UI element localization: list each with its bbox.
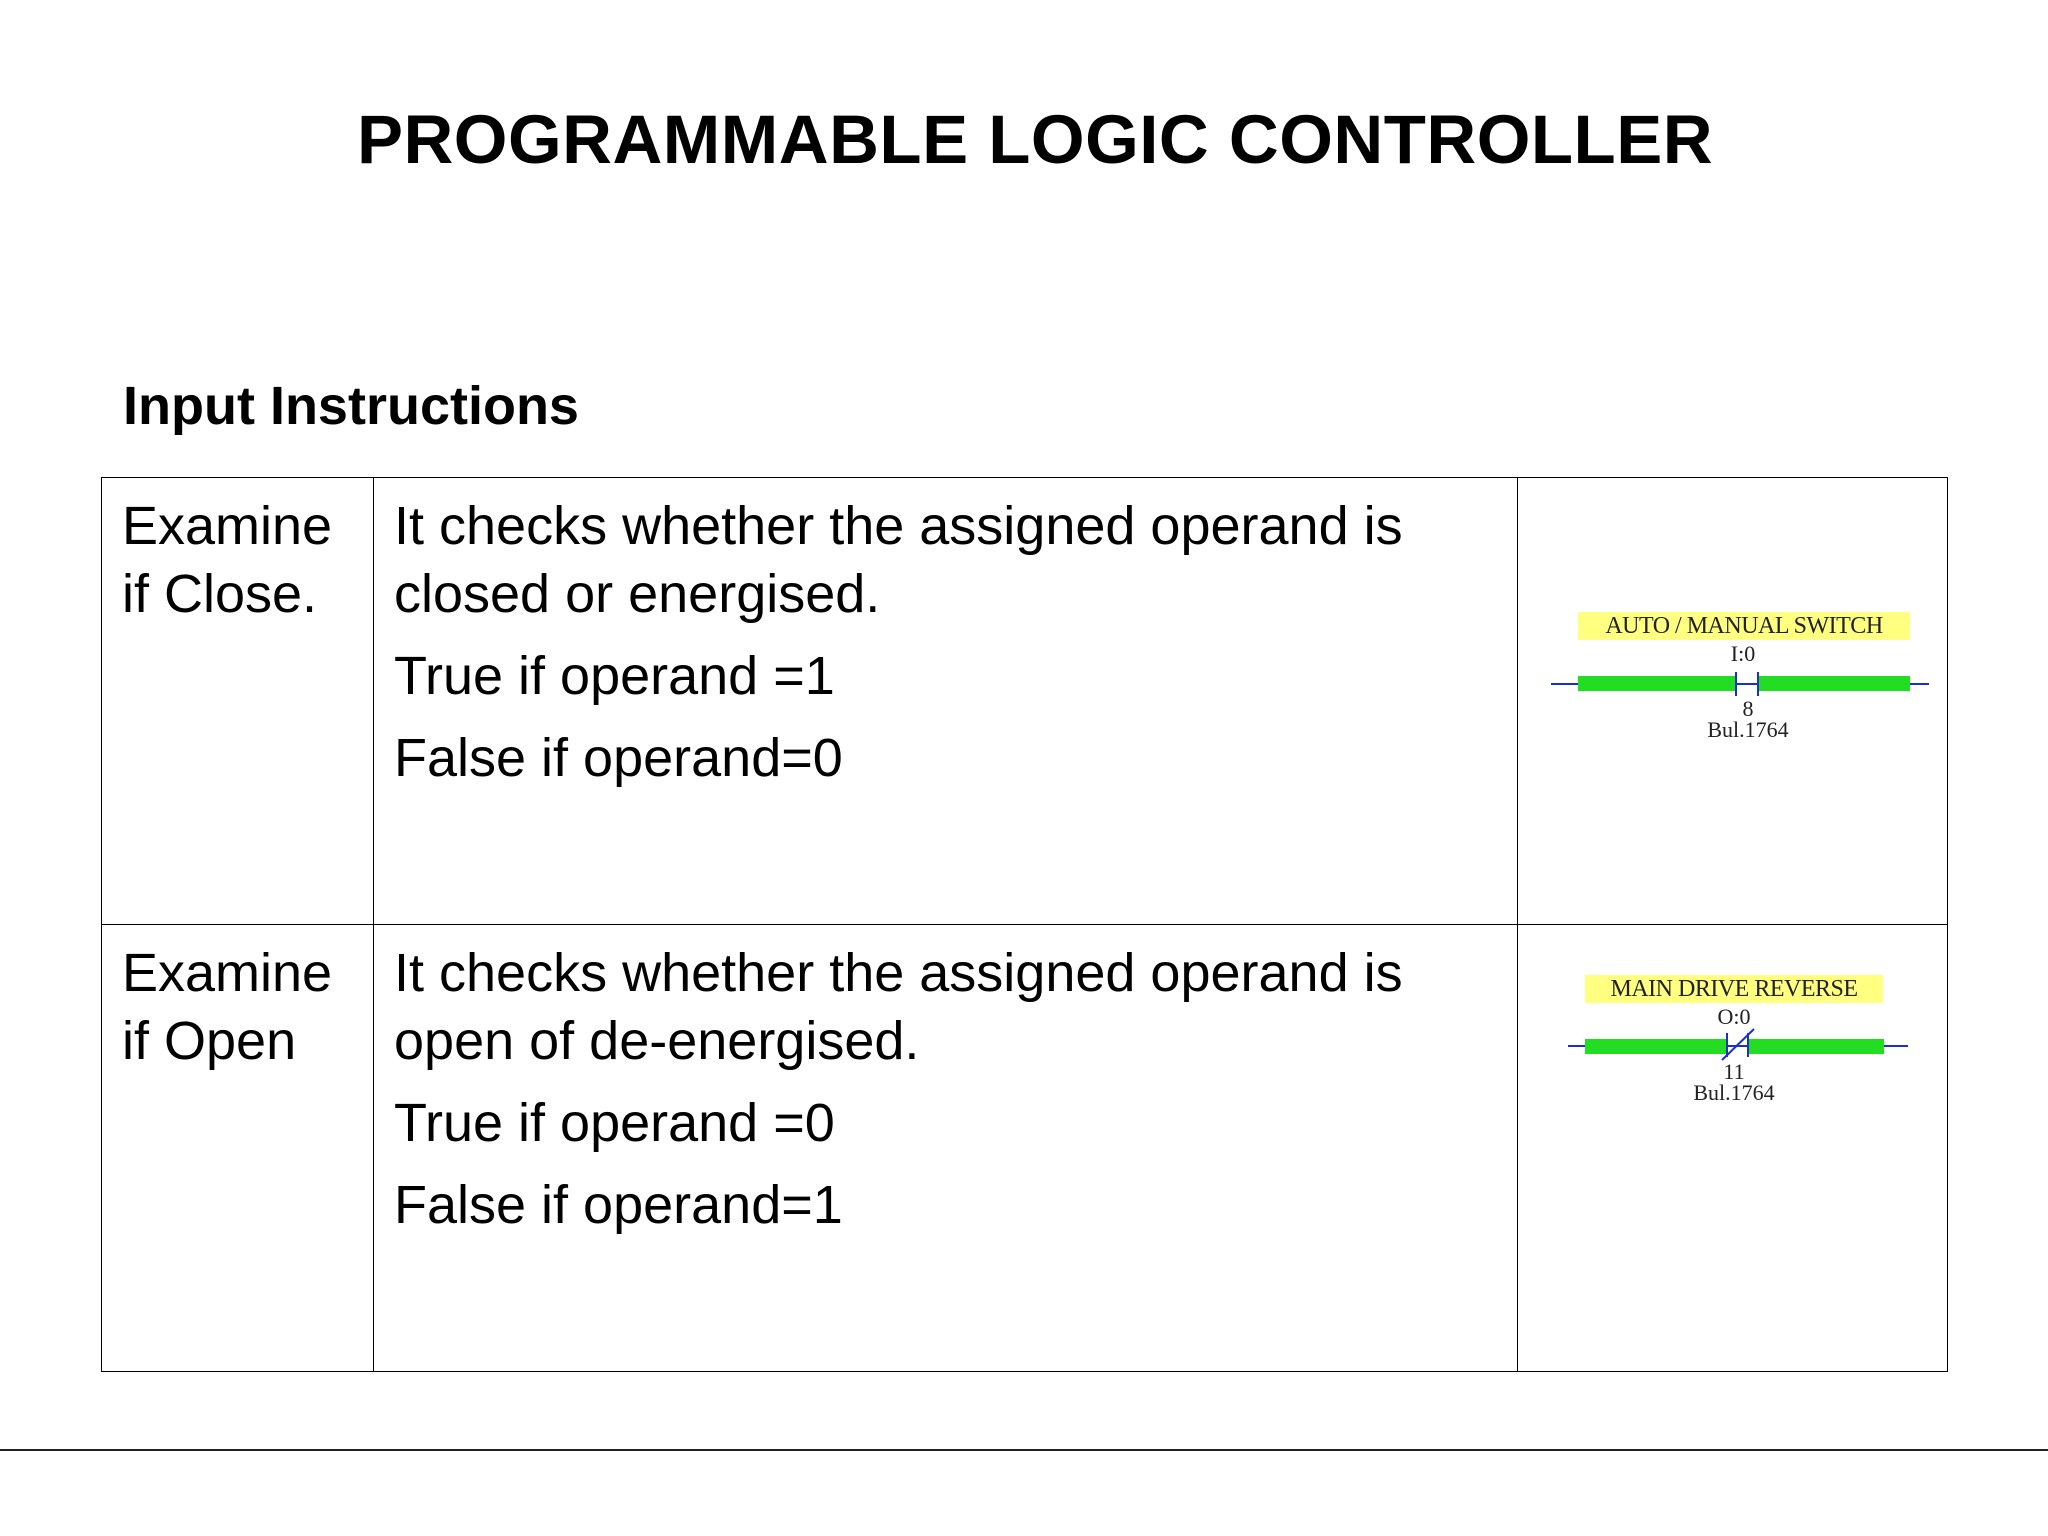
instruction-name-cell — [102, 478, 374, 925]
normally-open-contact-icon — [1518, 478, 1948, 910]
false-condition-text: False if operand=0 — [394, 728, 843, 788]
description-text: open of de-energised. — [394, 1011, 920, 1071]
instruction-description-cell — [374, 925, 1518, 1372]
module-label: Bul.1764 — [1707, 717, 1789, 742]
rung-energized-left — [1578, 676, 1736, 691]
rung-label: MAIN DRIVE REVERSE — [1585, 975, 1883, 1003]
description-text: closed or energised. — [394, 564, 881, 624]
section-heading: Input Instructions — [123, 376, 579, 436]
footer-divider — [0, 1449, 2048, 1451]
instruction-description-cell — [374, 478, 1518, 925]
table-row — [102, 478, 1948, 925]
table-row — [102, 925, 1948, 1372]
ladder-diagram-cell — [1518, 478, 1948, 925]
rung-energized-right — [1758, 676, 1910, 691]
true-condition-text: True if operand =0 — [394, 1093, 835, 1153]
page-title: PROGRAMMABLE LOGIC CONTROLLER — [356, 101, 1714, 178]
operand-bit: 11 — [1723, 1059, 1745, 1084]
operand-address: O:0 — [1717, 1004, 1751, 1029]
rung-energized-left — [1585, 1039, 1727, 1054]
description-text: It checks whether the assigned operand is — [394, 943, 1403, 1003]
instructions-table — [101, 477, 1948, 1372]
normally-closed-contact-icon — [1518, 925, 1948, 1357]
instruction-name-cell — [102, 925, 374, 1372]
instruction-name-line: if Open — [122, 1011, 297, 1071]
operand-address: I:0 — [1730, 641, 1756, 666]
false-condition-text: False if operand=1 — [394, 1175, 843, 1235]
module-label: Bul.1764 — [1693, 1080, 1775, 1105]
ladder-diagram-cell — [1518, 925, 1948, 1372]
operand-bit: 8 — [1742, 696, 1754, 721]
rung-label: AUTO / MANUAL SWITCH — [1578, 612, 1910, 640]
rung-energized-right — [1748, 1039, 1884, 1054]
instruction-name-line: if Close. — [122, 564, 318, 624]
true-condition-text: True if operand =1 — [394, 646, 835, 706]
instruction-name-line: Examine — [122, 496, 333, 556]
description-text: It checks whether the assigned operand is — [394, 496, 1403, 556]
instruction-name-line: Examine — [122, 943, 333, 1003]
